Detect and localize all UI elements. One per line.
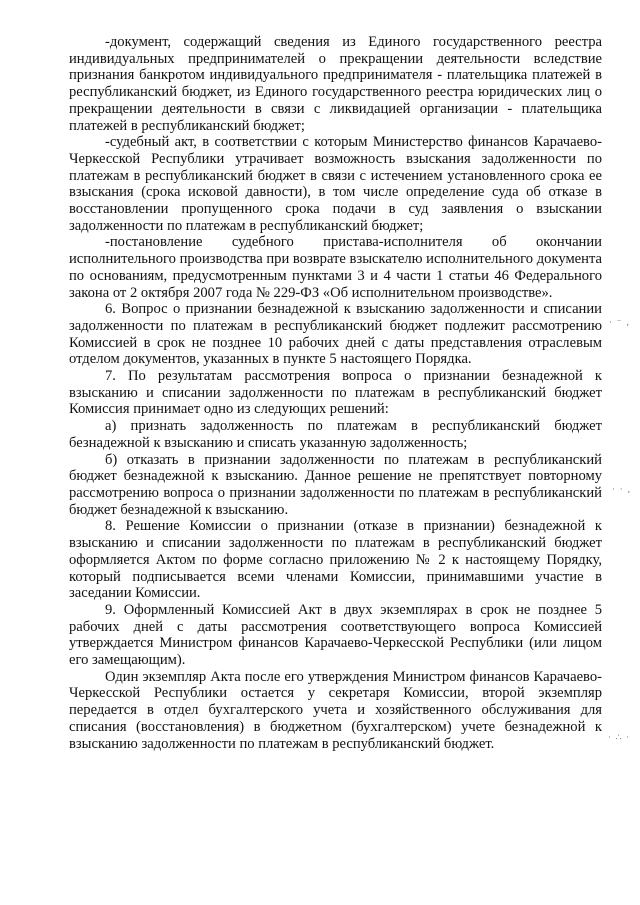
paragraph-item-6: 6. Вопрос о признании безнадежной к взысканию задолженности и списании задолженности по платежам в республиканский бюджет подлежит рассмотрению Комиссией в срок не позднее 10 рабочих дней с даты представления отраслевым отделом документов, указанных в пункте 5 настоящего Порядка.	[69, 301, 602, 368]
scan-speck: · · ,	[612, 485, 632, 495]
paragraph-item-7b: б) отказать в признании задолженности по платежам в республиканский бюджет безнадежной к взысканию. Данное решение не препятствует повторному рассмотрению вопроса о признании задолженности по платежам в республиканский бюджет безнадежной к взысканию.	[69, 451, 602, 518]
scan-speck: · ⁻ ,	[609, 318, 631, 328]
paragraph-bailiff-resolution: -постановление судебного пристава-исполнителя об окончании исполнительного производства при возврате взыскателю исполнительного документа по основаниям, предусмотренным пунктами 3 и 4 части 1 статьи 46 Федерального закона от 2 октября 2007 года № 229-ФЗ «Об исполнительном производстве».	[69, 234, 602, 301]
paragraph-item-8: 8. Решение Комиссии о признании (отказе в признании) безнадежной к взысканию и списании задолженности по платежам в республиканский бюджет оформляется Актом по форме согласно приложению № 2 к настоящему Порядку, который подписывается всеми членами Комиссии, принимавшими участие в заседании Комиссии.	[69, 518, 602, 602]
scan-speck: · ∴ ·	[608, 733, 631, 743]
document-page	[69, 34, 602, 752]
paragraph-item-7: 7. По результатам рассмотрения вопроса о признании безнадежной к взысканию и списании задолженности по платежам в республиканский бюджет Комиссия принимает одно из следующих решений:	[69, 368, 602, 418]
paragraph-item-7a: а) признать задолженность по платежам в республиканский бюджет безнадежной к взысканию и списать указанную задолженность;	[69, 418, 602, 451]
paragraph-court-act: -судебный акт, в соответствии с которым Министерство финансов Карачаево-Черкесской Республики утрачивает возможность взыскания задолженности по платежам в республиканский бюджет в связи с истечением установленного срока ее взыскания (срока исковой давности), в том числе определение суда об отказе в восстановлении пропущенного срока подачи в суд заявления о взыскании задолженности по платежам в республиканский бюджет;	[69, 134, 602, 234]
paragraph-item-9: 9. Оформленный Комиссией Акт в двух экземплярах в срок не позднее 5 рабочих дней с даты рассмотрения соответствующего вопроса Комиссией утверждается Министром финансов Карачаево-Черкесской Республики (или лицом его замещающим).	[69, 601, 602, 669]
paragraph-egrip-document: -документ, содержащий сведения из Единого государственного реестра индивидуальных предпринимателей о прекращении деятельности вследствие признания банкротом индивидуального предпринимателя - плательщика платежей в республиканский бюджет, из Единого государственного реестра юридических лиц о прекращении деятельности в связи с ликвидацией организации - плательщика платежей в республиканский бюджет;	[69, 34, 602, 134]
paragraph-act-copies: Один экземпляр Акта после его утверждения Министром финансов Карачаево-Черкесской Республики остается у секретаря Комиссии, второй экземпляр передается в отдел бухгалтерского учета и хозяйственного обслуживания для списания (восстановления) в бюджетном (бухгалтерском) учете безнадежной к взысканию задолженности по платежам в республиканский бюджет.	[69, 668, 602, 752]
